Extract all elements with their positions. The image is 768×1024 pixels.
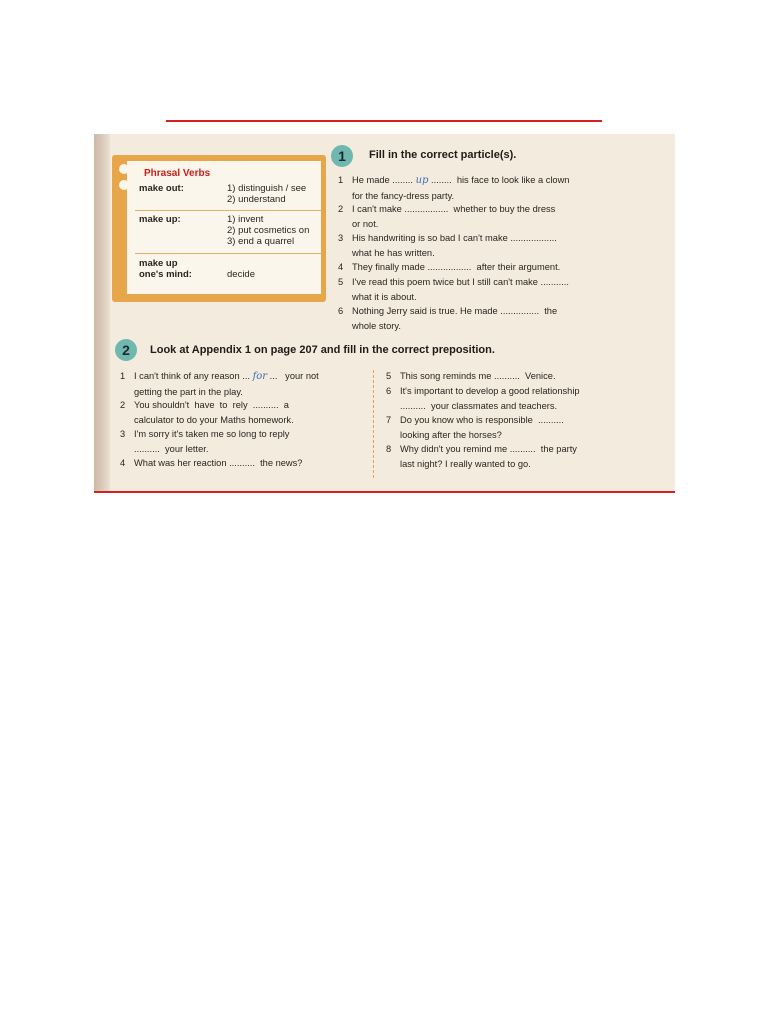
item-number: 3: [120, 429, 126, 439]
pv-definitions: [227, 183, 321, 205]
item-line: calculator to do your Maths homework.: [134, 414, 294, 425]
phrasal-verbs-box: [112, 155, 326, 302]
item-line: You shouldn't have to rely .......... a: [134, 400, 289, 410]
item-line: Why didn't you remind me .......... the party: [400, 444, 577, 454]
item-text: [352, 231, 557, 260]
pv-definitions: [227, 269, 321, 280]
item-line: getting the part in the play.: [134, 386, 243, 397]
pv-definition: 2) put cosmetics on: [227, 225, 310, 236]
pv-divider: [135, 253, 321, 254]
item-line: It's important to develop a good relationship: [400, 386, 580, 396]
item-number: 8: [386, 444, 392, 454]
item-line: or not.: [352, 218, 379, 229]
pv-definition: 1) invent: [227, 214, 264, 225]
pv-term: [139, 258, 223, 280]
item-number: 5: [386, 371, 392, 381]
item-number: 1: [120, 371, 126, 381]
pv-definition: decide: [227, 269, 255, 280]
item-line: I can't make ................. whether to buy the dress: [352, 204, 556, 214]
phrasal-verbs-card: [127, 161, 321, 294]
exercise-1-title: Fill in the correct particle(s).: [369, 149, 517, 161]
item-text: [352, 173, 569, 203]
pv-divider: [135, 210, 321, 211]
item-line: what it is about.: [352, 291, 417, 302]
item-line: I've read this poem twice but I still can't make ...........: [352, 277, 569, 287]
item-line-rest: ........ his face to look like a clown: [428, 175, 570, 185]
pv-definition: 1) distinguish / see: [227, 183, 307, 194]
item-text: [352, 202, 555, 231]
item-number: 2: [338, 204, 344, 214]
item-text: [400, 369, 556, 384]
item-text: [400, 384, 580, 413]
pv-definition: 2) understand: [227, 194, 286, 205]
item-line-rest: ... your not: [267, 371, 319, 381]
exercise-2-title: Look at Appendix 1 on page 207 and fill in the correct preposition.: [150, 344, 495, 356]
item-text: [352, 275, 569, 304]
handwritten-answer: up: [415, 175, 429, 186]
item-number: 4: [338, 262, 344, 272]
item-line: what he has written.: [352, 247, 435, 258]
pv-term: make up:: [139, 214, 181, 225]
handwritten-answer: for: [252, 371, 268, 382]
item-line: They finally made ................. after their argument.: [352, 262, 561, 272]
pv-definitions: [227, 214, 321, 247]
item-line: I can't think of any reason ...: [134, 371, 253, 381]
phrasal-verbs-title: Phrasal Verbs: [144, 168, 211, 179]
item-line: What was her reaction .......... the news?: [134, 458, 303, 468]
exercise-2-badge: 2: [115, 339, 137, 361]
item-line: whole story.: [352, 320, 401, 331]
pv-term: make out:: [139, 183, 184, 194]
item-line: .......... your letter.: [134, 443, 209, 454]
item-line: last night? I really wanted to go.: [400, 458, 531, 469]
pv-term-line: make up: [139, 258, 178, 269]
pv-term-line: one's mind:: [139, 269, 192, 280]
item-text: [352, 260, 560, 275]
item-text: [352, 304, 557, 333]
item-text: [134, 398, 294, 427]
item-number: 3: [338, 233, 344, 243]
item-number: 7: [386, 415, 392, 425]
item-line: This song reminds me .......... Venice.: [400, 371, 556, 381]
item-text: [134, 369, 319, 399]
item-line: He made ........: [352, 175, 416, 185]
item-line: His handwriting is so bad I can't make ..................: [352, 233, 557, 243]
exercise-1-badge: 1: [331, 145, 353, 167]
item-number: 5: [338, 277, 344, 287]
item-line: for the fancy-dress party.: [352, 190, 455, 201]
column-divider: [373, 370, 374, 478]
item-text: [400, 413, 564, 442]
item-number: 2: [120, 400, 126, 410]
item-line: looking after the horses?: [400, 429, 502, 440]
item-line: Nothing Jerry said is true. He made ............... the: [352, 306, 558, 316]
item-text: [134, 427, 289, 456]
pv-definition: 3) end a quarrel: [227, 236, 295, 247]
item-line: I'm sorry it's taken me so long to reply: [134, 429, 290, 439]
top-red-rule: [166, 120, 602, 122]
item-number: 1: [338, 175, 344, 185]
scanned-page: [94, 134, 675, 492]
book-gutter: [94, 134, 110, 492]
bottom-red-rule: [94, 491, 675, 493]
item-text: [134, 456, 302, 471]
item-line: Do you know who is responsible ..........: [400, 415, 564, 425]
item-text: [400, 442, 577, 471]
item-number: 4: [120, 458, 126, 468]
item-number: 6: [386, 386, 392, 396]
item-number: 6: [338, 306, 344, 316]
item-line: .......... your classmates and teachers.: [400, 400, 558, 411]
